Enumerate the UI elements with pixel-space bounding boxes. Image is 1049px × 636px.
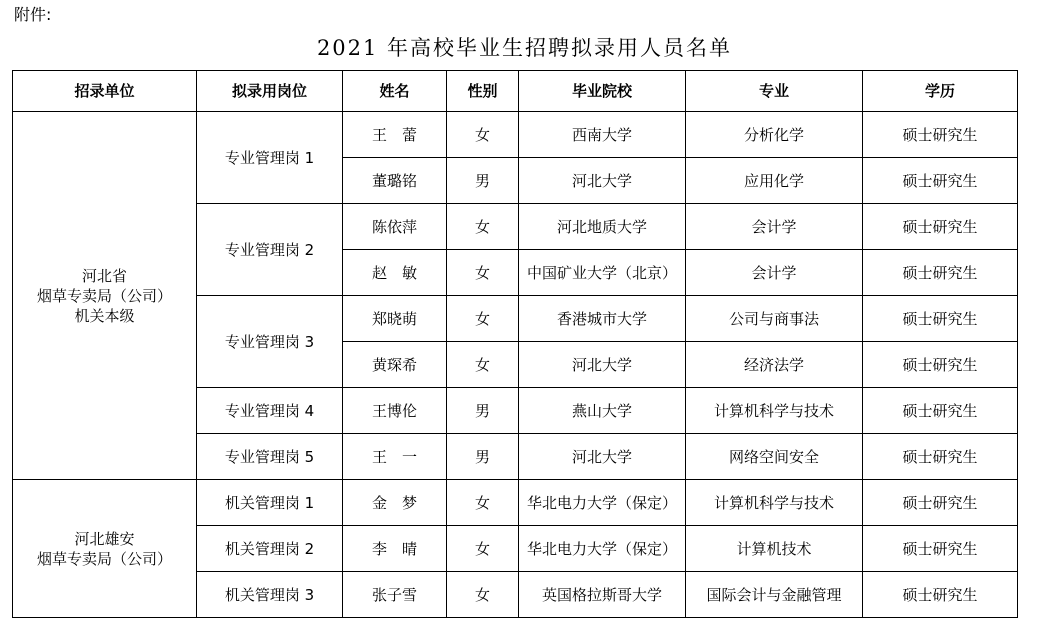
major-cell: 计算机科学与技术 bbox=[686, 480, 863, 526]
unit-line: 河北雄安 bbox=[74, 529, 135, 548]
name-cell: 陈依萍 bbox=[343, 204, 447, 250]
position-cell: 专业管理岗 1 bbox=[197, 112, 343, 204]
school-cell: 中国矿业大学（北京） bbox=[519, 250, 686, 296]
degree-cell: 硕士研究生 bbox=[863, 342, 1018, 388]
position-cell: 专业管理岗 4 bbox=[197, 388, 343, 434]
name-cell: 王 一 bbox=[343, 434, 447, 480]
page-title: 2021 年高校毕业生招聘拟录用人员名单 bbox=[316, 36, 733, 60]
major-cell: 计算机科学与技术 bbox=[686, 388, 863, 434]
position-cell: 专业管理岗 5 bbox=[197, 434, 343, 480]
major-cell: 网络空间安全 bbox=[686, 434, 863, 480]
hiring-table bbox=[12, 70, 1018, 618]
degree-cell: 硕士研究生 bbox=[863, 112, 1018, 158]
table-row bbox=[13, 112, 1018, 158]
gender-cell: 女 bbox=[447, 204, 519, 250]
name-cell: 金 梦 bbox=[343, 480, 447, 526]
unit-cell bbox=[13, 112, 197, 480]
column-header: 性别 bbox=[447, 71, 519, 112]
name-cell: 赵 敏 bbox=[343, 250, 447, 296]
name-cell: 郑晓萌 bbox=[343, 296, 447, 342]
unit-cell bbox=[13, 480, 197, 618]
table-row bbox=[13, 480, 1018, 526]
unit-line: 河北省 bbox=[81, 266, 127, 285]
gender-cell: 女 bbox=[447, 296, 519, 342]
position-cell: 专业管理岗 3 bbox=[197, 296, 343, 388]
school-cell: 华北电力大学（保定） bbox=[519, 480, 686, 526]
degree-cell: 硕士研究生 bbox=[863, 526, 1018, 572]
name-cell: 张子雪 bbox=[343, 572, 447, 618]
name-cell: 王博伦 bbox=[343, 388, 447, 434]
major-cell: 分析化学 bbox=[686, 112, 863, 158]
school-cell: 河北大学 bbox=[519, 342, 686, 388]
column-header: 招录单位 bbox=[13, 71, 197, 112]
degree-cell: 硕士研究生 bbox=[863, 204, 1018, 250]
position-cell: 机关管理岗 2 bbox=[197, 526, 343, 572]
unit-line: 烟草专卖局（公司） bbox=[36, 286, 172, 305]
position-cell: 机关管理岗 1 bbox=[197, 480, 343, 526]
gender-cell: 女 bbox=[447, 480, 519, 526]
degree-cell: 硕士研究生 bbox=[863, 250, 1018, 296]
major-cell: 应用化学 bbox=[686, 158, 863, 204]
name-cell: 董璐铭 bbox=[343, 158, 447, 204]
major-cell: 会计学 bbox=[686, 204, 863, 250]
column-header: 姓名 bbox=[343, 71, 447, 112]
column-header: 拟录用岗位 bbox=[197, 71, 343, 112]
unit-line: 烟草专卖局（公司） bbox=[36, 549, 172, 568]
gender-cell: 女 bbox=[447, 572, 519, 618]
gender-cell: 女 bbox=[447, 250, 519, 296]
gender-cell: 男 bbox=[447, 434, 519, 480]
degree-cell: 硕士研究生 bbox=[863, 158, 1018, 204]
major-cell: 计算机技术 bbox=[686, 526, 863, 572]
name-cell: 黄琛希 bbox=[343, 342, 447, 388]
name-cell: 李 晴 bbox=[343, 526, 447, 572]
school-cell: 河北大学 bbox=[519, 158, 686, 204]
gender-cell: 女 bbox=[447, 342, 519, 388]
degree-cell: 硕士研究生 bbox=[863, 572, 1018, 618]
degree-cell: 硕士研究生 bbox=[863, 480, 1018, 526]
attachment-label: 附件: bbox=[14, 5, 52, 24]
column-header: 学历 bbox=[863, 71, 1018, 112]
position-cell: 机关管理岗 3 bbox=[197, 572, 343, 618]
major-cell: 会计学 bbox=[686, 250, 863, 296]
column-header: 专业 bbox=[686, 71, 863, 112]
column-header: 毕业院校 bbox=[519, 71, 686, 112]
table-body bbox=[13, 112, 1018, 618]
school-cell: 河北地质大学 bbox=[519, 204, 686, 250]
school-cell: 英国格拉斯哥大学 bbox=[519, 572, 686, 618]
degree-cell: 硕士研究生 bbox=[863, 296, 1018, 342]
name-cell: 王 蕾 bbox=[343, 112, 447, 158]
gender-cell: 男 bbox=[447, 158, 519, 204]
gender-cell: 女 bbox=[447, 112, 519, 158]
degree-cell: 硕士研究生 bbox=[863, 388, 1018, 434]
gender-cell: 女 bbox=[447, 526, 519, 572]
major-cell: 经济法学 bbox=[686, 342, 863, 388]
major-cell: 国际会计与金融管理 bbox=[686, 572, 863, 618]
unit-line: 机关本级 bbox=[74, 306, 135, 325]
position-cell: 专业管理岗 2 bbox=[197, 204, 343, 296]
header-row bbox=[13, 71, 1018, 112]
school-cell: 华北电力大学（保定） bbox=[519, 526, 686, 572]
school-cell: 香港城市大学 bbox=[519, 296, 686, 342]
major-cell: 公司与商事法 bbox=[686, 296, 863, 342]
degree-cell: 硕士研究生 bbox=[863, 434, 1018, 480]
gender-cell: 男 bbox=[447, 388, 519, 434]
school-cell: 河北大学 bbox=[519, 434, 686, 480]
school-cell: 西南大学 bbox=[519, 112, 686, 158]
school-cell: 燕山大学 bbox=[519, 388, 686, 434]
